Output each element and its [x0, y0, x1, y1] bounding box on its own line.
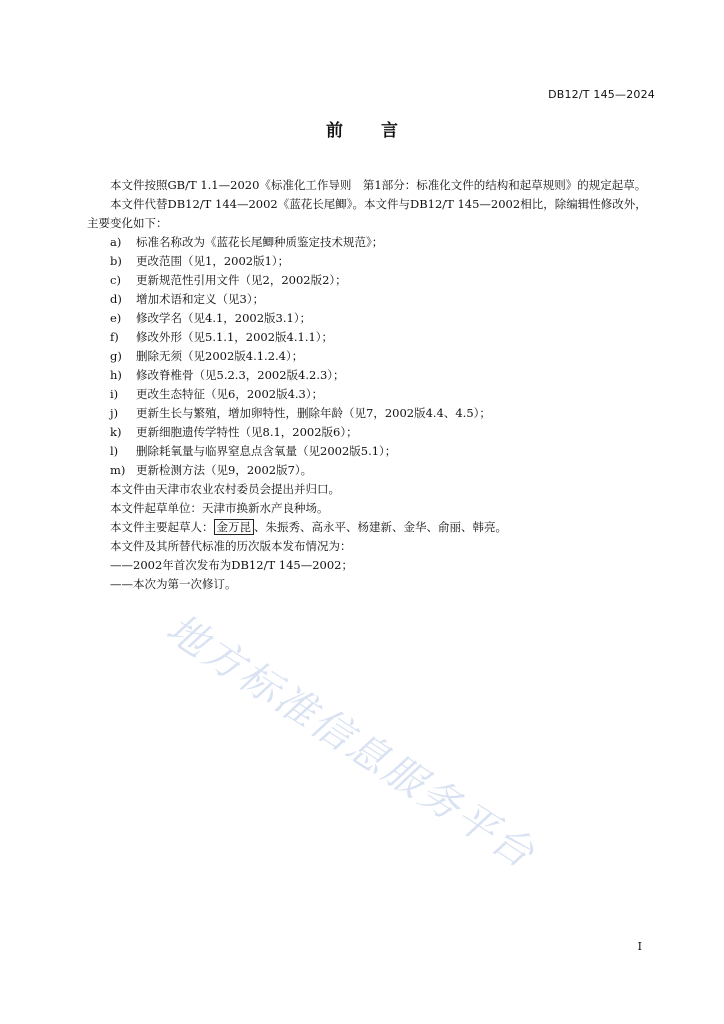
list-item-label: d) — [110, 292, 122, 306]
list-item — [87, 442, 657, 461]
list-item-text: 增加术语和定义（见3）； — [136, 292, 265, 306]
list-item-text: 更新规范性引用文件（见2，2002版2）； — [136, 273, 347, 287]
list-item-text: 删除无须（见2002版4.1.2.4）； — [136, 349, 304, 363]
list-item — [87, 252, 657, 271]
list-item-label: j) — [110, 406, 119, 420]
list-item-label: i) — [110, 387, 119, 401]
list-item-label: c) — [110, 273, 121, 287]
foreword-body — [87, 176, 657, 594]
list-item-label: f) — [110, 330, 119, 344]
list-item — [87, 290, 657, 309]
standard-code: DB12/T 145—2024 — [548, 88, 655, 101]
list-item — [87, 309, 657, 328]
list-item-text: 修改脊椎骨（见5.2.3，2002版4.2.3）； — [136, 368, 345, 382]
list-item — [87, 328, 657, 347]
list-item — [87, 404, 657, 423]
list-item-text: 更改生态特征（见6，2002版4.3）； — [136, 387, 324, 401]
list-item-label: a) — [110, 235, 122, 249]
list-item — [87, 271, 657, 290]
history-intro-paragraph: 本文件及其所替代标准的历次版本发布情况为： — [110, 539, 352, 553]
list-item-text: 更新生长与繁殖，增加卵特性，删除年龄（见7，2002版4.4、4.5）； — [136, 406, 491, 420]
list-item-label: h) — [110, 368, 122, 382]
list-item-text: 修改学名（见4.1，2002版3.1）； — [136, 311, 312, 325]
drafting-unit-paragraph: 本文件起草单位：天津市换新水产良种场。 — [110, 501, 329, 515]
drafter-boxed-name: 金万昆 — [214, 519, 255, 535]
list-item-text: 修改外形（见5.1.1，2002版4.1.1）； — [136, 330, 334, 344]
drafters-paragraph — [87, 518, 657, 537]
page-number: I — [637, 940, 642, 953]
list-item — [87, 461, 657, 480]
page-title — [0, 116, 724, 141]
history-line-1: ——2002年首次发布为DB12/T 145—2002； — [110, 558, 353, 572]
list-item — [87, 385, 657, 404]
list-item-text: 更改范围（见1，2002版1）； — [136, 254, 290, 268]
title-char-right: 言 — [381, 121, 398, 141]
changes-list — [87, 233, 657, 480]
drafters-prefix: 本文件主要起草人： — [110, 520, 214, 534]
proposer-paragraph: 本文件由天津市农业农村委员会提出并归口。 — [110, 482, 340, 496]
list-item-label: g) — [110, 349, 122, 363]
list-item — [87, 347, 657, 366]
list-item — [87, 423, 657, 442]
list-item-label: k) — [110, 425, 122, 439]
list-item-text: 更新细胞遗传学特性（见8.1，2002版6）； — [136, 425, 358, 439]
history-line-2: ——本次为第一次修订。 — [110, 577, 237, 591]
intro-paragraph-2: 本文件代替DB12/T 144—2002《蓝花长尾鲫》。本文件与DB12/T 145—2002相比，除编辑性修改外，主要变化如下： — [87, 197, 647, 230]
list-item-text: 更新检测方法（见9，2002版7）。 — [136, 463, 313, 477]
list-item-label: b) — [110, 254, 122, 268]
list-item — [87, 366, 657, 385]
title-char-left: 前 — [326, 121, 343, 141]
list-item — [87, 233, 657, 252]
list-item-text: 删除耗氧量与临界窒息点含氧量（见2002版5.1）； — [136, 444, 397, 458]
intro-paragraph-1: 本文件按照GB/T 1.1—2020《标准化工作导则 第1部分：标准化文件的结构和起草规则》的规定起草。 — [110, 178, 647, 192]
list-item-text: 标准名称改为《蓝花长尾鲫种质鉴定技术规范》； — [136, 235, 384, 249]
watermark-text: 地方标准信息服务平台 — [158, 605, 544, 879]
drafters-rest: 、朱振秀、高永平、杨建新、金华、俞丽、韩亮。 — [254, 520, 507, 534]
list-item-label: e) — [110, 311, 122, 325]
list-item-label: m) — [110, 463, 126, 477]
list-item-label: l) — [110, 444, 119, 458]
